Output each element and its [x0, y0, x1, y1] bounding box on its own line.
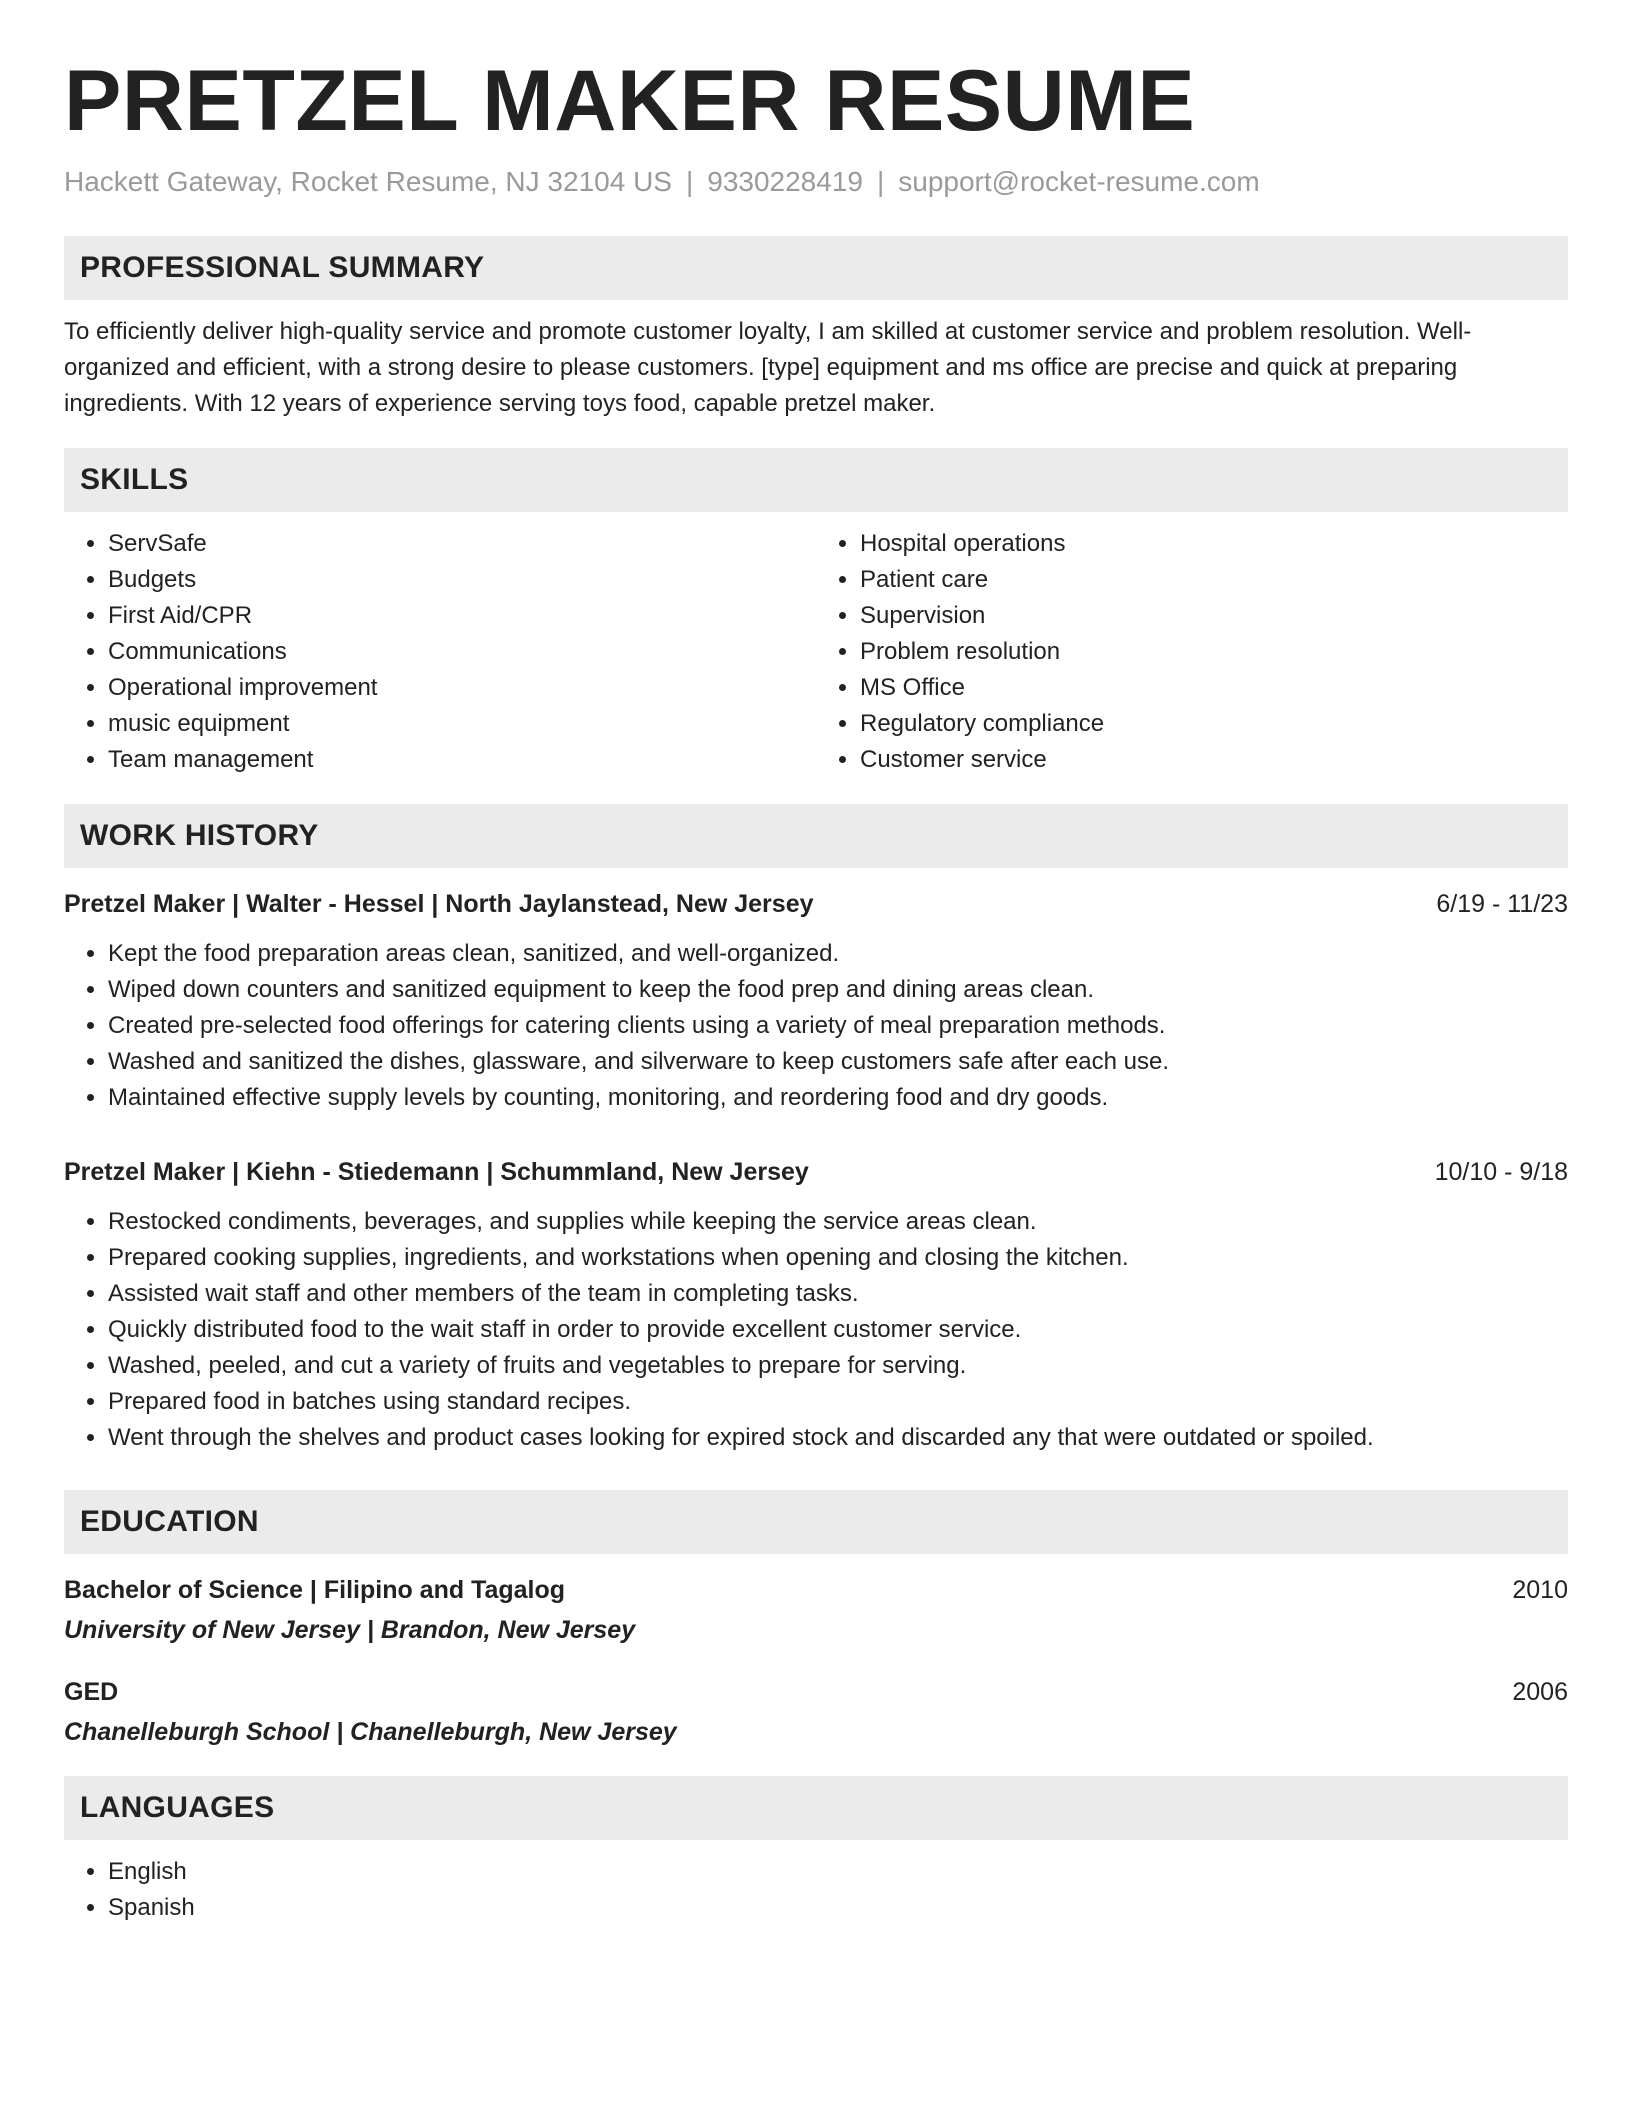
- contact-separator: |: [685, 166, 694, 197]
- education-entry: [64, 1572, 1568, 1648]
- contact-separator: |: [876, 166, 885, 197]
- resume-title: PRETZEL MAKER RESUME: [64, 53, 1196, 149]
- job-bullet: • Created pre-selected food offerings for catering clients using a variety of meal preparation methods.: [108, 1008, 1568, 1044]
- section-title-languages: LANGUAGES: [64, 1776, 1568, 1840]
- skill-item: • music equipment: [108, 706, 816, 742]
- job-bullet: • Prepared cooking supplies, ingredients, and workstations when opening and closing the kitchen.: [108, 1240, 1568, 1276]
- job-bullet: • Restocked condiments, beverages, and supplies while keeping the service areas clean.: [108, 1204, 1568, 1240]
- education-year: 2006: [1512, 1678, 1568, 1706]
- job-bullet: • Prepared food in batches using standard recipes.: [108, 1384, 1568, 1420]
- job-entry: [64, 1154, 1568, 1456]
- skill-item: • Communications: [108, 634, 816, 670]
- job-bullet: • Wiped down counters and sanitized equipment to keep the food prep and dining areas clean.: [108, 972, 1568, 1008]
- section-title-summary: PROFESSIONAL SUMMARY: [64, 236, 1568, 300]
- skills-column-right: [816, 526, 1568, 778]
- job-bullet: • Washed, peeled, and cut a variety of fruits and vegetables to prepare for serving.: [108, 1348, 1568, 1384]
- education-section: [64, 1490, 1568, 1750]
- education-degree: Bachelor of Science | Filipino and Tagalog: [64, 1576, 566, 1604]
- contact-line: [64, 166, 1568, 198]
- skills-column-left: [64, 526, 816, 778]
- languages-section: [64, 1776, 1568, 1926]
- skill-item: • Problem resolution: [860, 634, 1568, 670]
- job-header: [64, 1154, 1568, 1190]
- skill-item: • Operational improvement: [108, 670, 816, 706]
- education-school: Chanelleburgh School | Chanelleburgh, New Jersey: [64, 1718, 677, 1746]
- education-school: University of New Jersey | Brandon, New Jersey: [64, 1616, 636, 1644]
- job-bullets: [64, 1204, 1568, 1456]
- skill-item: • MS Office: [860, 670, 1568, 706]
- job-entry: [64, 886, 1568, 1116]
- skill-item: • First Aid/CPR: [108, 598, 816, 634]
- work-history-section: [64, 804, 1568, 1456]
- job-title: Pretzel Maker | Walter - Hessel | North Jaylanstead, New Jersey: [64, 890, 814, 918]
- section-title-work: WORK HISTORY: [64, 804, 1568, 868]
- language-item: • English: [108, 1854, 1568, 1890]
- section-title-skills: SKILLS: [64, 448, 1568, 512]
- skill-item: • Patient care: [860, 562, 1568, 598]
- job-bullet: • Washed and sanitized the dishes, glassware, and silverware to keep customers safe after each use.: [108, 1044, 1568, 1080]
- job-header: [64, 886, 1568, 922]
- contact-email: support@rocket-resume.com: [898, 166, 1260, 197]
- job-bullet: • Assisted wait staff and other members of the team in completing tasks.: [108, 1276, 1568, 1312]
- skills-list: [64, 526, 1568, 778]
- job-bullets: [64, 936, 1568, 1116]
- job-bullet: • Kept the food preparation areas clean, sanitized, and well-organized.: [108, 936, 1568, 972]
- skill-item: • ServSafe: [108, 526, 816, 562]
- job-dates: 6/19 - 11/23: [1436, 890, 1568, 918]
- job-bullet: • Quickly distributed food to the wait staff in order to provide excellent customer service.: [108, 1312, 1568, 1348]
- skill-item: • Supervision: [860, 598, 1568, 634]
- job-bullet: • Went through the shelves and product cases looking for expired stock and discarded any that were outdated or spoiled.: [108, 1420, 1568, 1456]
- language-item: • Spanish: [108, 1890, 1568, 1926]
- job-title: Pretzel Maker | Kiehn - Stiedemann | Schummland, New Jersey: [64, 1158, 809, 1186]
- job-dates: 10/10 - 9/18: [1434, 1158, 1568, 1186]
- skill-item: • Budgets: [108, 562, 816, 598]
- job-bullet: • Maintained effective supply levels by counting, monitoring, and reordering food and dry goods.: [108, 1080, 1568, 1116]
- contact-phone: 9330228419: [707, 166, 863, 197]
- skill-item: • Regulatory compliance: [860, 706, 1568, 742]
- skill-item: • Team management: [108, 742, 816, 778]
- languages-list: [64, 1854, 1568, 1926]
- skill-item: • Hospital operations: [860, 526, 1568, 562]
- education-year: 2010: [1512, 1576, 1568, 1604]
- contact-address: Hackett Gateway, Rocket Resume, NJ 32104 US: [64, 166, 672, 197]
- skill-item: • Customer service: [860, 742, 1568, 778]
- summary-text: To efficiently deliver high-quality service and promote customer loyalty, I am skilled at customer service and problem resolution. Well-organized and efficient, with a strong desire to please customers. [type] equipment and ms office are precise and quick at preparing ingredients. With 12 years of experience serving toys food, capable pretzel maker.: [64, 318, 1472, 417]
- education-header: [64, 1674, 1568, 1710]
- education-degree: GED: [64, 1678, 119, 1706]
- education-entry: [64, 1674, 1568, 1750]
- education-header: [64, 1572, 1568, 1608]
- section-title-education: EDUCATION: [64, 1490, 1568, 1554]
